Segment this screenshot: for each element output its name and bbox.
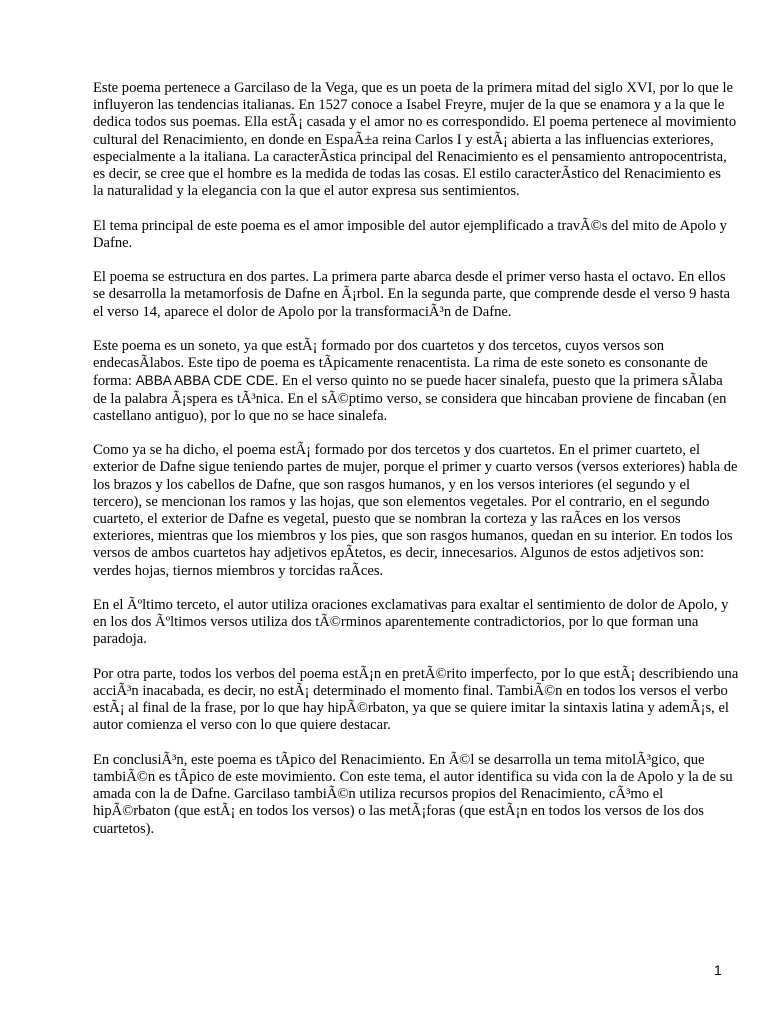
text-line: de la palabra Ã¡spera es tÃ³nica. En el sÃ©ptimo verso, se considera que hincaban proviene de fincaban (en bbox=[93, 390, 727, 407]
text-line: la naturalidad y la elegancia con la que el autor expresa sus sentimientos. bbox=[93, 183, 520, 200]
paragraph-last-tercet bbox=[93, 597, 733, 649]
text-line: cultural del Renacimiento, en donde en EspaÃ±a reina Carlos I y estÃ¡ abierta a las influencias exteriores, bbox=[93, 131, 714, 148]
text-line-rhyme bbox=[93, 372, 733, 390]
text-line: verdes hojas, tiernos miembros y torcidas raÃces. bbox=[93, 562, 384, 579]
text-line: cuarteto, el exterior de Dafne es vegetal, puesto que se nombran la corteza y las raÃces en los versos bbox=[93, 511, 681, 528]
text-line: El poema se estructura en dos partes. La primera parte abarca desde el primer verso hasta el octavo. En ellos bbox=[93, 269, 726, 286]
text-line: hipÃ©rbaton (que estÃ¡ en todos los versos) o las metÃ¡foras (que estÃ¡n en todos los versos de los dos bbox=[93, 803, 704, 820]
text-line: endecasÃlabos. Este tipo de poema es tÃpicamente renacentista. La rima de este soneto es consonante de bbox=[93, 355, 708, 372]
text-line: los brazos y los cabellos de Dafne, que son rasgos humanos, y en los versos interiores (el segundo y el bbox=[93, 476, 690, 493]
text-line: Este poema pertenece a Garcilaso de la Vega, que es un poeta de la primera mitad del siglo XVI, por lo que le bbox=[93, 80, 733, 96]
document-body bbox=[93, 80, 739, 855]
text-line: autor comienza el verso con lo que quiere destacar. bbox=[93, 717, 391, 734]
rhyme-scheme: ABBA ABBA CDE CDE bbox=[135, 373, 275, 389]
paragraph-verbs bbox=[93, 665, 739, 735]
text-line: en los dos Ãºltimos versos utiliza dos tÃ©rminos aparentemente contradictorios, por lo que forman una bbox=[93, 614, 699, 631]
text-line: exterior de Dafne sigue teniendo partes de mujer, porque el primer y cuarto versos (versos exteriores) habla de bbox=[93, 459, 738, 476]
paragraph-conclusion bbox=[93, 752, 733, 838]
text-line: En el Ãºltimo terceto, el autor utiliza oraciones exclamativas para exaltar el sentimiento de dolor de Apolo, y bbox=[93, 597, 729, 614]
text-line: se desarrolla la metamorfosis de Dafne en Ã¡rbol. En la segunda parte, que comprende desde el verso 9 hasta bbox=[93, 286, 731, 303]
paragraph-author-context bbox=[93, 80, 737, 200]
text-line: Por otra parte, todos los verbos del poema estÃ¡n en pretÃ©rito imperfecto, por lo que estÃ¡ describiendo una bbox=[93, 665, 739, 682]
text-line: versos de ambos cuartetos hay adjetivos epÃtetos, es decir, innecesarios. Algunos de estos adjetivos son: bbox=[93, 545, 704, 562]
text-line: el verso 14, aparece el dolor de Apolo por la transformaciÃ³n de Dafne. bbox=[93, 303, 512, 320]
text-line: Dafne. bbox=[93, 234, 133, 251]
text-line: influyeron las tendencias italianas. En 1527 conoce a Isabel Freyre, mujer de la que se enamora y a la que le bbox=[93, 97, 725, 114]
text-line: es decir, se cree que el hombre es la medida de todas las cosas. El estilo caracterÃstico del Renacimiento es bbox=[93, 166, 721, 183]
paragraph-structure bbox=[93, 269, 733, 321]
text-line: tercero), se mencionan los ramos y las hojas, que son elementos vegetales. Por el contrario, en el segundo bbox=[93, 493, 710, 510]
text-line: castellano antiguo), por lo que no se hace sinalefa. bbox=[93, 407, 388, 424]
rhyme-prefix: forma: bbox=[93, 373, 136, 390]
text-line: tambiÃ©n es tÃpico de este movimiento. Con este tema, el autor identifica su vida con la de Apolo y la de su bbox=[93, 769, 733, 786]
page-number: 1 bbox=[714, 962, 722, 978]
text-line: acciÃ³n inacabada, es decir, no estÃ¡ determinado el momento final. TambiÃ©n en todos los versos el verbo bbox=[93, 683, 728, 700]
text-line: El tema principal de este poema es el amor imposible del autor ejemplificado a travÃ©s del mito de Apolo y bbox=[93, 217, 727, 234]
paragraph-quartets bbox=[93, 442, 738, 580]
text-line: En conclusiÃ³n, este poema es tÃpico del Renacimiento. En Ã©l se desarrolla un tema mitolÃ³gico, que bbox=[93, 751, 705, 768]
text-line: cuartetos). bbox=[93, 820, 155, 837]
text-line: paradoja. bbox=[93, 631, 147, 648]
paragraph-theme bbox=[93, 218, 733, 252]
paragraph-metrics bbox=[93, 338, 733, 425]
text-line: Este poema es un soneto, ya que estÃ¡ formado por dos cuartetos y dos tercetos, cuyos versos son bbox=[93, 338, 665, 354]
rhyme-suffix: . En el verso quinto no se puede hacer sinalefa, puesto que la primera sÃlaba bbox=[274, 373, 723, 390]
text-line: estÃ¡ al final de la frase, por lo que hay hipÃ©rbaton, ya que se quiere imitar la sintaxis latina y ademÃ¡s, el bbox=[93, 700, 729, 717]
text-line: dedica todos sus poemas. Ella estÃ¡ casada y el amor no es correspondido. El poema pertenece al movimiento bbox=[93, 114, 737, 131]
text-line: exteriores, mientras que los miembros y los pies, que son rasgos humanos, quedan en su interior. En todos los bbox=[93, 528, 733, 545]
text-line: Como ya se ha dicho, el poema estÃ¡ formado por dos tercetos y dos cuartetos. En el primer cuarteto, el bbox=[93, 442, 701, 459]
text-line: especialmente a la italiana. La caracterÃstica principal del Renacimiento es el pensamiento antropocentrista, bbox=[93, 148, 727, 165]
text-line: amada con la de Dafne. Garcilaso tambiÃ©n utiliza recursos propios del Renacimiento, cÃ³mo el bbox=[93, 786, 664, 803]
